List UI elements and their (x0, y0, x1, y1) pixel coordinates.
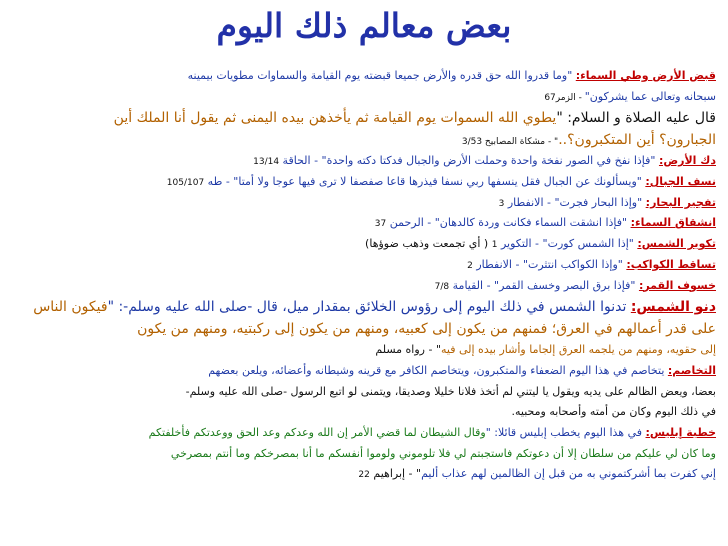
text-segment: "ويسألونك عن الجبال فقل ينسفها ربي نسفا فيذرها قاعا صفصفا لا ترى فيها عوجا ولا أمتا" - طه (204, 175, 646, 189)
section-label: نسف الجبال: (645, 175, 716, 189)
section-label: انشقاق السماء: (630, 216, 716, 230)
page-title: بعض معالم ذلك اليوم (216, 6, 512, 45)
text-segment: بعضا، ويعض الظالم على يديه ويقول يا ليتني لم أتخذ فلانا خليلا وصديقا، ويتمنى لو اتبع الرسول -صلى الله عليه وسلم- (185, 384, 716, 398)
text-segment: في ذلك اليوم وكان من أمته وأصحابه ومحبيه. (511, 405, 716, 419)
text-segment: وقال الشيطان لما قضي الأمر إن الله وعدكم وعد الحق ووعدتكم فأخلفتكم (148, 425, 486, 439)
text-line (12, 107, 716, 129)
text-line (12, 361, 716, 382)
verse-reference: 1 (491, 240, 498, 251)
text-segment: " - رواه مسلم (375, 343, 442, 357)
text-segment: "وإذا الكواكب انتثرت" - الانفطار (472, 257, 627, 271)
text-line (12, 129, 716, 151)
text-line (12, 255, 716, 276)
verse-reference: 2 (467, 260, 473, 271)
text-segment: في هذا اليوم يخطب إبليس قائلا: " (485, 425, 646, 439)
text-segment: ( أي تجمعت وذهب ضوؤها) (365, 237, 492, 251)
text-line (12, 296, 716, 318)
verse-reference: 37 (374, 219, 387, 230)
section-label: تفجير البحار: (645, 195, 716, 209)
verse-reference: 13/14 (253, 157, 280, 168)
text-segment: يتخاصم في هذا اليوم الضعفاء والمتكبرون، ويتخاصم الكافر مع قرينه وشيطانه وأعضائه، ويلعن بعضهم (208, 363, 668, 377)
text-segment: إلى حقويه، ومنهم من يلجمه العرق إلجاما وأشار بيده إلى فيه (441, 343, 716, 357)
text-segment: يطوي الله السموات يوم القيامة ثم يأخذهن بيده اليمنى ثم يقول أنا الملك أين (113, 110, 557, 127)
text-segment: على قدر أعمالهم في العرق؛ فمنهم من يكون إلى كعبيه، ومنهم من يكون إلى ركبتيه، ومنهم من يكون (137, 321, 716, 338)
text-segment: " - إبراهيم (369, 467, 422, 481)
verse-reference: 105/107 (166, 178, 205, 189)
section-label: تكوير الشمس: (637, 237, 716, 251)
text-segment: فيكون الناس (33, 299, 108, 316)
text-line (12, 193, 716, 214)
verse-reference: 3 (498, 198, 505, 209)
verse-reference: 22 (358, 470, 370, 481)
text-segment: الجبارون؟ أين المتكبرون؟.. (558, 132, 716, 149)
section-label: خسوف القمر: (638, 278, 716, 292)
section-label: قبض الأرض وطي السماء: (575, 69, 716, 82)
text-line (12, 318, 716, 340)
text-segment: "فإذا انشقت السماء فكانت وردة كالدهان" - الرحمن (386, 216, 631, 230)
verse-reference: " - مشكاة المصابيح (482, 137, 559, 148)
text-line (12, 234, 716, 255)
verse-reference: - الزمر67 (544, 92, 585, 103)
text-segment: تدنوا الشمس في ذلك اليوم إلى رؤوس الخلائق بمقدار ميل، قال -صلى الله عليه وسلم-: " (107, 299, 631, 316)
text-line (12, 444, 716, 465)
text-line (12, 151, 716, 172)
section-label: خطبة إبليس: (645, 425, 716, 439)
section-label: دك الأرض: (658, 154, 716, 168)
text-line (12, 87, 716, 108)
section-label: دنو الشمس: (630, 299, 716, 316)
text-line (12, 464, 716, 485)
text-segment: "وما قدروا الله حق قدره والأرض جميعا قبضته يوم القيامة والسماوات مطويات بيمينه (187, 69, 576, 82)
text-line (12, 382, 716, 403)
text-segment: "فإذا برق البصر وخسف القمر" - القيامة (449, 278, 639, 292)
verse-reference: 7/8 (434, 281, 450, 292)
text-line (12, 172, 716, 193)
section-label: التخاصم: (667, 363, 716, 377)
text-segment: قال عليه الصلاة و السلام: " (556, 110, 716, 127)
text-line (12, 340, 716, 361)
slide-body (12, 66, 716, 485)
text-line (12, 276, 716, 297)
text-line (12, 423, 716, 444)
text-segment: إني كفرت بما أشركتموني به من قبل إن الظالمين لهم عذاب أليم (421, 467, 716, 481)
text-segment: "وإذا البحار فجرت" - الانفطار (504, 195, 646, 209)
text-line (12, 66, 716, 87)
text-line (12, 213, 716, 234)
text-segment: "فإذا نفخ في الصور نفخة واحدة وحملت الأرض والجبال فدكتا دكته واحدة" - الحاقة (279, 154, 659, 168)
text-segment: سبحانه وتعالى عما يشركون" (584, 89, 716, 103)
text-segment: وما كان لي عليكم من سلطان إلا أن دعوتكم فاستجبتم لي فلا تلوموني ولوموا أنفسكم ما أنا بمصرخكم وما أنتم بمصرخي (170, 446, 716, 460)
verse-reference: 3/53 (461, 137, 483, 148)
section-label: تساقط الكواكب: (626, 257, 716, 271)
text-segment: "إذا الشمس كورت" - التكوير (497, 237, 638, 251)
text-line (12, 402, 716, 423)
